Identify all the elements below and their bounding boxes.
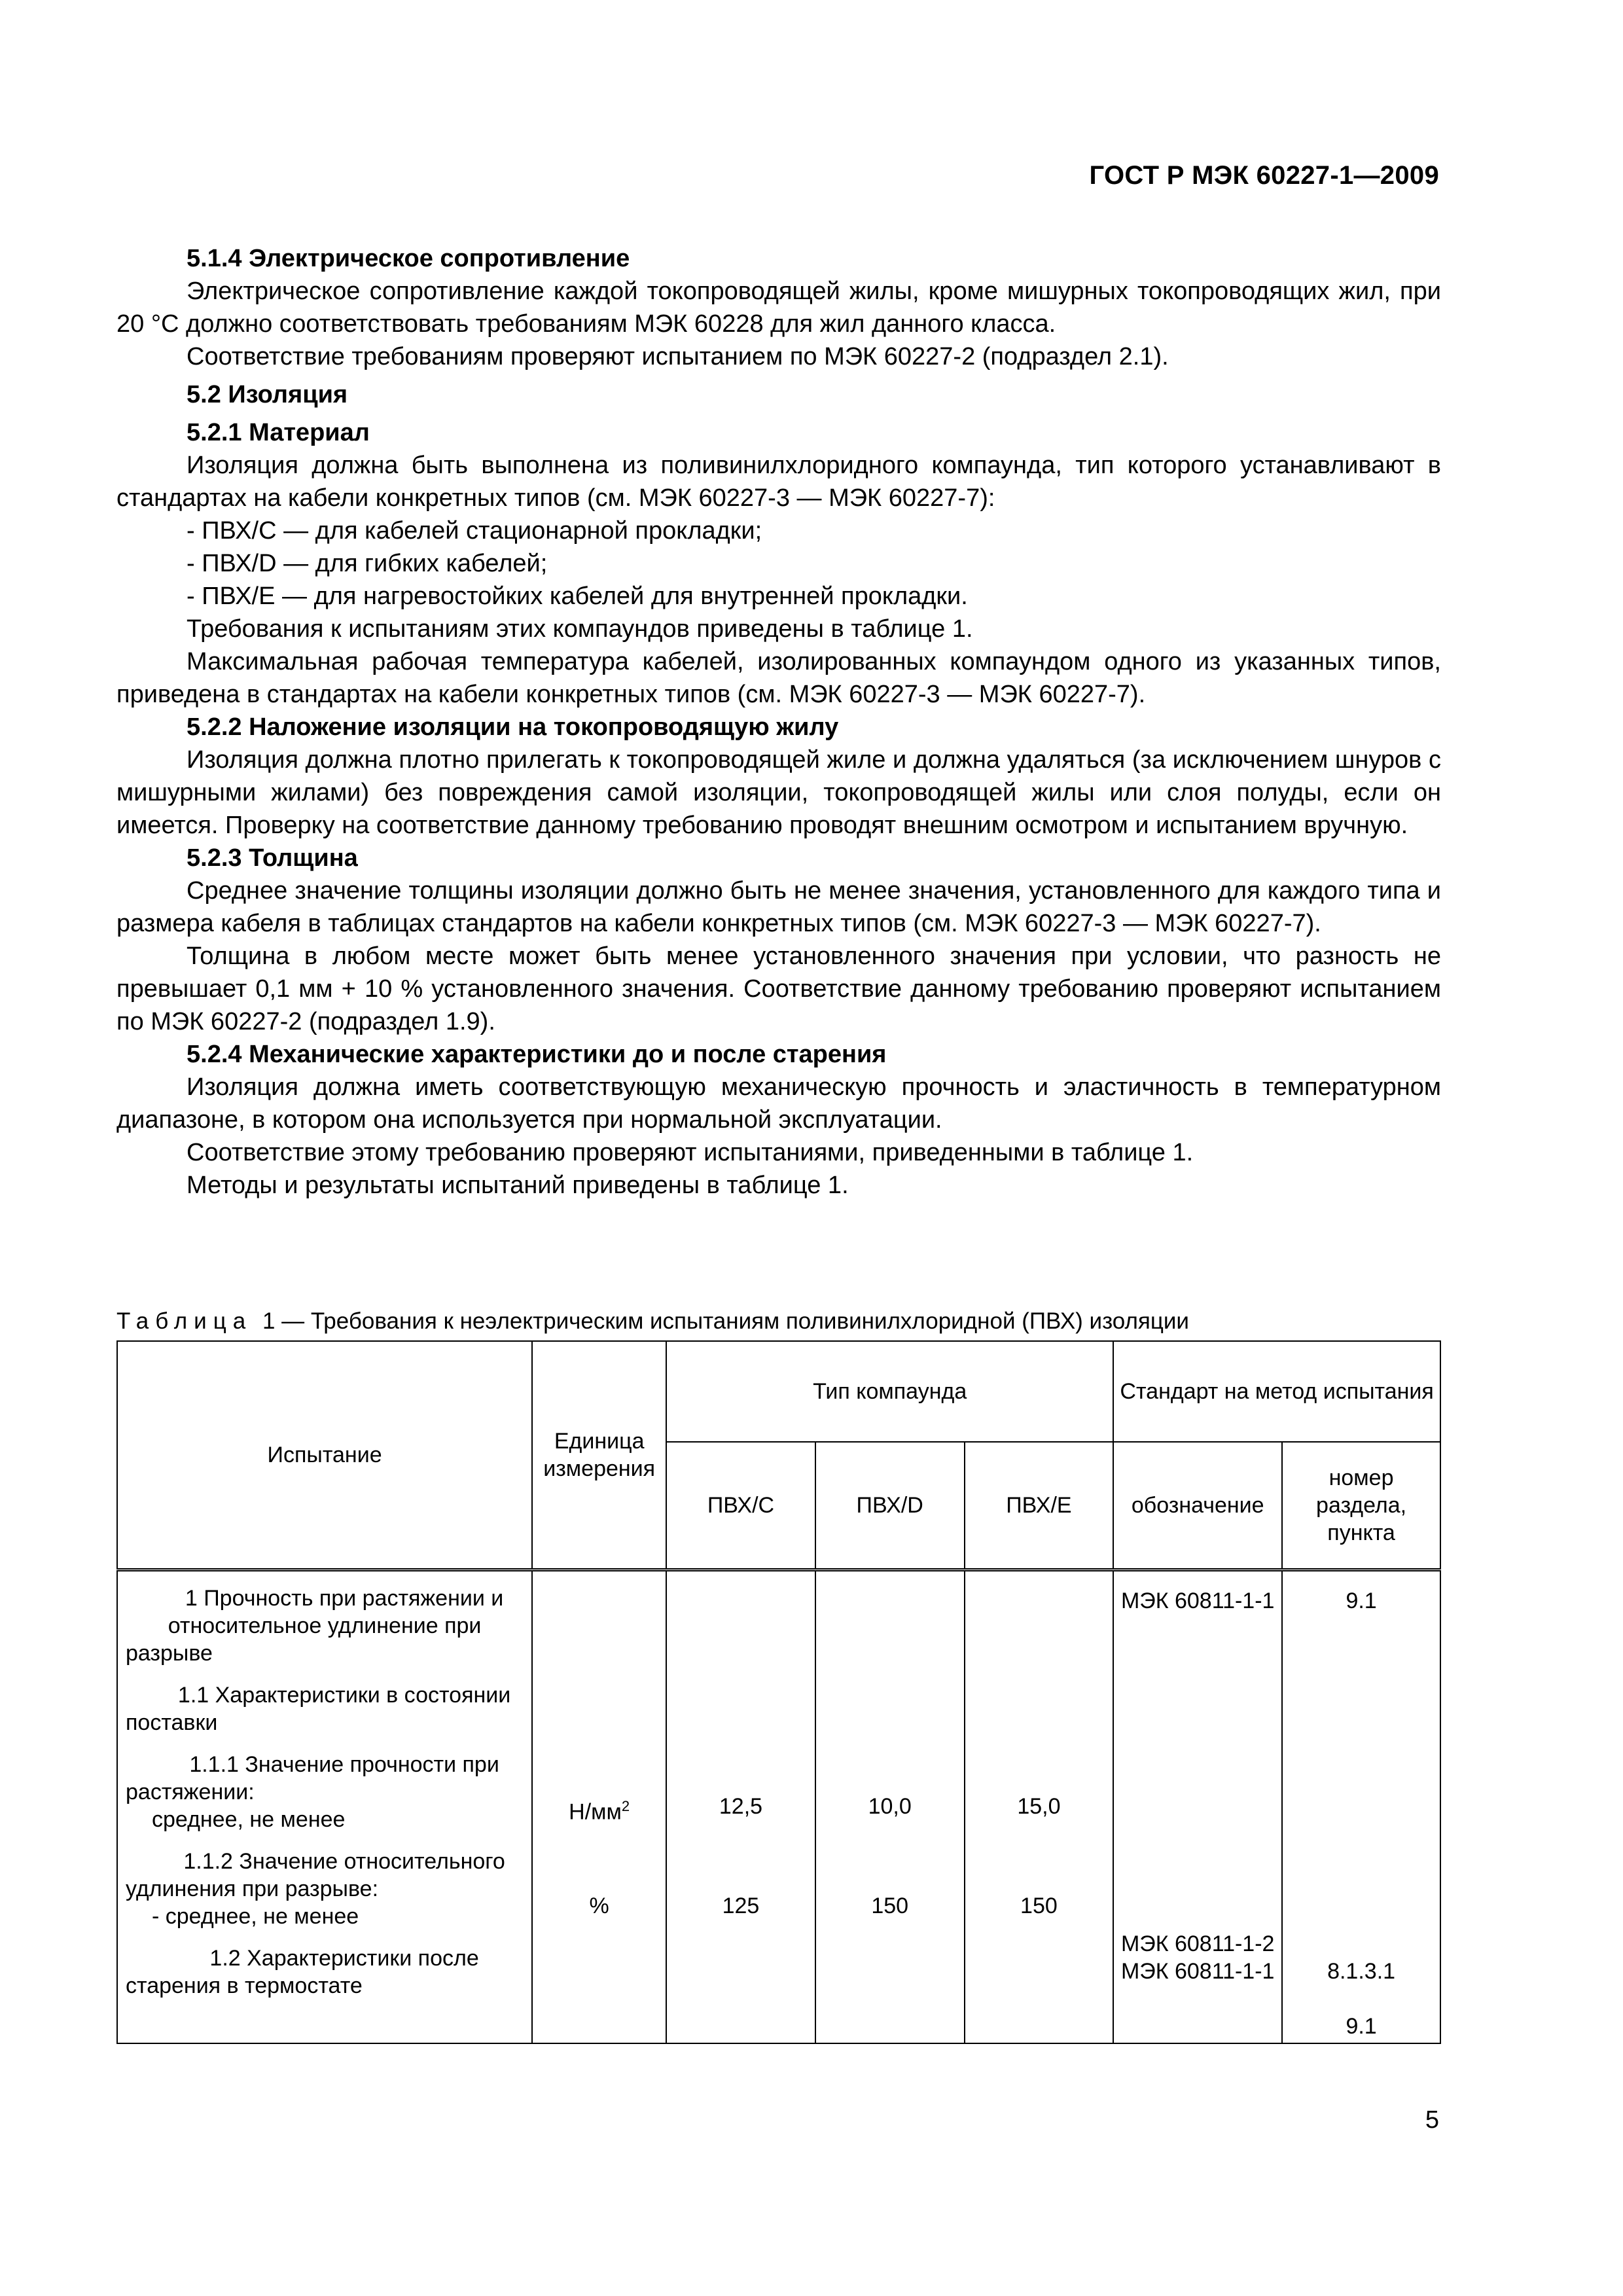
row-1-1-1-unit: $Н/мм^2$ [569, 1798, 630, 1825]
row-1-test: 1 Прочность при растяжении и относительное удлинение при разрыве [126, 1586, 504, 1666]
section-5-2-title: 5.2 Изоляция [187, 381, 348, 408]
paragraph: Изоляция должна быть выполнена из поливинилхлоридного компаунда, тип которого устанавливают в стандартах на кабели конкретных типов (см. МЭК 60227-3 — МЭК 60227-7): [116, 452, 1441, 512]
row-1-1-1-pvc-e: 15,0 [1017, 1794, 1061, 1819]
header-pvc-d: ПВХ/D [815, 1442, 965, 1570]
section-5-2-2-title: 5.2.2 Наложение изоляции на токопроводящую жилу [187, 713, 839, 741]
row-1-1-1-test: 1.1.1 Значение прочности при растяжении: [126, 1752, 499, 1804]
paragraph: Изоляция должна иметь соответствующую механическую прочность и эластичность в температурном диапазоне, в котором она используется при нормальной эксплуатации. [116, 1073, 1441, 1134]
row-1-1-2-unit: % [589, 1893, 609, 1918]
table-row [117, 1570, 1440, 2044]
paragraph: Методы и результаты испытаний приведены в таблице 1. [187, 1172, 849, 1199]
row-1-2-section-1: 8.1.3.1 [1327, 1959, 1396, 1984]
table-caption-word: Таблица [116, 1308, 253, 1334]
header-compound-type: Тип компаунда [666, 1341, 1113, 1442]
list-item: - ПВХ/С — для кабелей стационарной прокладки; [187, 517, 762, 545]
table-caption-text: 1 — Требования к неэлектрическим испытаниям поливинилхлоридной (ПВХ) изоляции [262, 1308, 1189, 1334]
paragraph: Среднее значение толщины изоляции должно быть не менее значения, установленного для каждого типа и размера кабеля в таблицах стандартов на кабели конкретных типов (см. МЭК 60227-3 — МЭК 60227-7). [116, 877, 1441, 937]
header-standard-method: Стандарт на метод испытания [1113, 1341, 1440, 1442]
row-1-1-2-pvc-d: 150 [871, 1893, 909, 1918]
row-1-1-test: 1.1 Характеристики в состоянии поставки [126, 1683, 511, 1735]
requirements-table [116, 1340, 1441, 2044]
row-1-2-standard-1: МЭК 60811-1-2 [1120, 1931, 1275, 1956]
paragraph: Электрическое сопротивление каждой токопроводящей жилы, кроме мишурных токопроводящих жил, при 20 °С должно соответствовать требованиям МЭК 60228 для жил данного класса. [116, 278, 1441, 338]
list-item: - ПВХ/Е — для нагревостойких кабелей для внутренней прокладки. [187, 583, 968, 610]
row-1-1-2-test: 1.1.2 Значение относительного удлинения при разрыве: [126, 1849, 505, 1901]
header-designation: обозначение [1113, 1442, 1282, 1570]
row-1-1-1-sub: среднее, не менее [152, 1807, 346, 1832]
page-number: 5 [1425, 2106, 1439, 2134]
row-1-1-1-pvc-d: 10,0 [868, 1794, 912, 1819]
row-1-2-section-2: 9.1 [1346, 2014, 1377, 2039]
paragraph: Соответствие этому требованию проверяют испытаниями, приведенными в таблице 1. [187, 1139, 1194, 1166]
paragraph: Толщина в любом месте может быть менее установленного значения при условии, что разность не превышает 0,1 мм + 10 % установленного значения. Соответствие данному требованию проверяют испытанием по МЭК 60227-2 (подраздел 1.9). [116, 942, 1441, 1035]
header-pvc-e: ПВХ/Е [965, 1442, 1114, 1570]
standard-header: ГОСТ Р МЭК 60227-1—2009 [1089, 161, 1439, 190]
row-1-section: 9.1 [1346, 1588, 1377, 1613]
row-1-2-test: 1.2 Характеристики после старения в термостате [126, 1946, 479, 1998]
row-1-standard: МЭК 60811-1-1 [1120, 1588, 1275, 1613]
section-5-1-4-title: 5.1.4 Электрическое сопротивление [187, 245, 630, 272]
header-section-number: номер раздела, пункта [1282, 1442, 1440, 1570]
row-1-1-2-pvc-c: 125 [722, 1893, 760, 1918]
row-1-1-2-pvc-e: 150 [1020, 1893, 1058, 1918]
list-item: - ПВХ/D — для гибких кабелей; [187, 550, 548, 577]
row-1-2-standard-2: МЭК 60811-1-1 [1120, 1959, 1275, 1984]
section-5-2-3-title: 5.2.3 Толщина [187, 844, 358, 872]
table-caption [116, 1308, 1189, 1335]
row-1-1-2-sub: - среднее, не менее [152, 1904, 359, 1929]
paragraph: Требования к испытаниям этих компаундов приведены в таблице 1. [187, 615, 973, 643]
paragraph: Изоляция должна плотно прилегать к токопроводящей жиле и должна удаляться (за исключением шнуров с мишурными жилами) без повреждения самой изоляции, токопроводящей жилы или слоя полуды, если он имеется. Проверку на соответствие данному требованию проводят внешним осмотром и испытанием вручную. [116, 746, 1441, 839]
section-5-2-1-title: 5.2.1 Материал [187, 419, 370, 446]
document-body [116, 242, 1441, 1202]
header-unit: Единица измерения [532, 1341, 666, 1570]
row-1-1-1-pvc-c: 12,5 [719, 1794, 763, 1819]
header-test: Испытание [117, 1341, 532, 1570]
paragraph: Максимальная рабочая температура кабелей, изолированных компаундом одного из указанных типов, приведена в стандартах на кабели конкретных типов (см. МЭК 60227-3 — МЭК 60227-7). [116, 648, 1441, 708]
header-pvc-c: ПВХ/С [666, 1442, 815, 1570]
paragraph: Соответствие требованиям проверяют испытанием по МЭК 60227-2 (подраздел 2.1). [187, 343, 1169, 370]
section-5-2-4-title: 5.2.4 Механические характеристики до и после старения [187, 1041, 887, 1068]
